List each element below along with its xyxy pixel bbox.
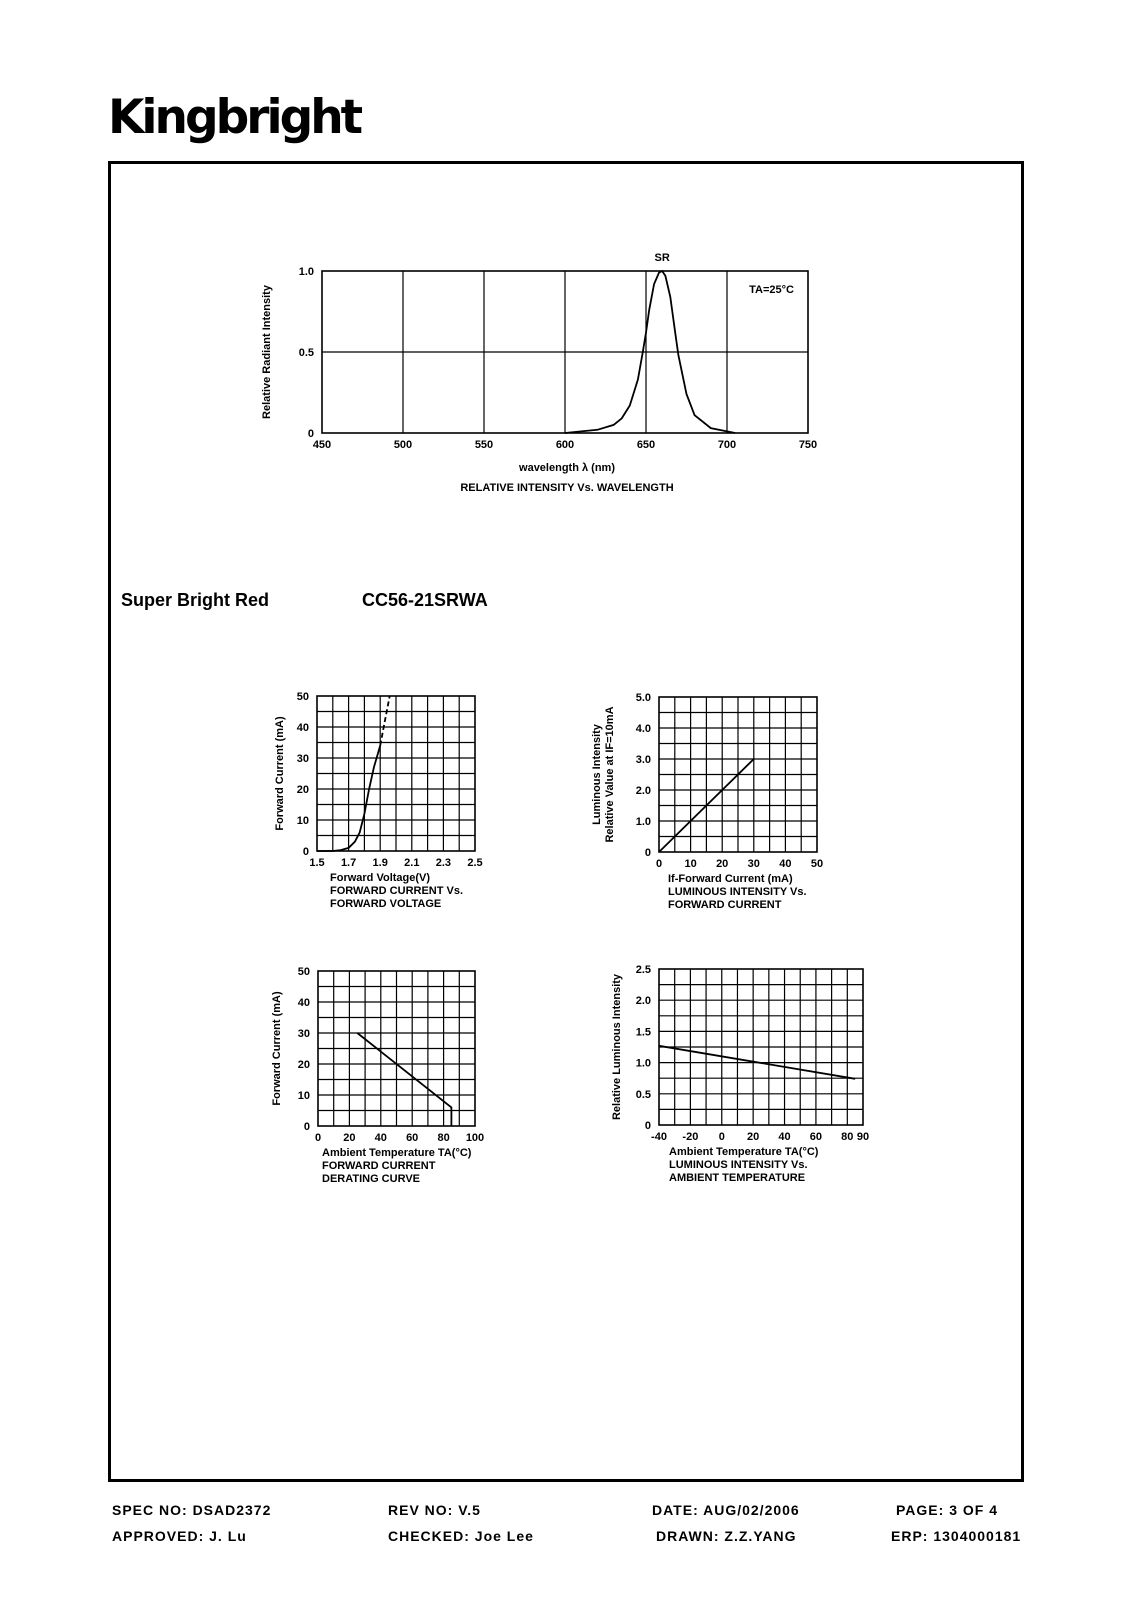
iv-chart-title: FORWARD CURRENT Vs. FORWARD VOLTAGE	[330, 885, 464, 910]
spectrum-x-tick-label: 750	[798, 439, 818, 451]
temp-x-tick-label: 90	[856, 1131, 870, 1143]
temp-x-tick-label: 20	[747, 1131, 760, 1143]
temp-x-tick-label: 80	[841, 1131, 854, 1143]
iv-x-tick-label: 1.5	[309, 857, 325, 869]
iv-y-tick-label: 30	[296, 753, 309, 765]
iv-lum-y-tick-label: 5.0	[635, 692, 651, 704]
spectrum-series-annotation: SR	[654, 252, 670, 264]
iv-lum-x-tick-label: 0	[655, 858, 663, 870]
iv-lum-y-axis-label: Luminous Intensity	[591, 724, 603, 825]
derating-chart	[271, 966, 484, 1185]
iv-x-tick-label: 1.7	[340, 857, 357, 869]
temp-y-tick-label: 1.0	[635, 1057, 651, 1070]
spectrum-temperature-annotation: TA=25°C	[749, 284, 794, 296]
iv-lum-y-axis-label-2: Relative Value at IF=10mA	[604, 706, 616, 843]
iv-x-axis-label: Forward Voltage(V)	[330, 872, 431, 884]
temp-y-tick-label: 2.0	[635, 995, 651, 1008]
derating-x-tick-label: 80	[437, 1132, 450, 1144]
derating-x-tick-label: 100	[465, 1132, 485, 1144]
iv-y-tick-label: 0	[302, 846, 309, 858]
spectrum-y-tick-label: 0	[307, 428, 314, 440]
footer-page: PAGE: 3 OF 4	[896, 1502, 998, 1518]
footer-drawn: DRAWN: Z.Z.YANG	[656, 1528, 797, 1544]
spectrum-y-tick-label: 0.5	[298, 347, 314, 359]
iv-x-tick-label: 1.9	[372, 857, 388, 869]
product-color-name: Super Bright Red	[121, 590, 270, 610]
temp-y-axis-label: Relative Luminous Intensity	[611, 973, 623, 1121]
kingbright-logo: Kingbright	[108, 90, 361, 145]
iv-lum-chart-title: LUMINOUS INTENSITY Vs. FORWARD CURRENT	[668, 886, 807, 911]
iv-lum-x-tick-label: 40	[779, 858, 792, 870]
derating-y-tick-label: 40	[297, 997, 310, 1009]
iv-lum-x-axis-label: If-Forward Current (mA)	[668, 873, 793, 885]
spectrum-x-tick-label: 650	[636, 439, 656, 451]
spectrum-y-tick-label: 1.0	[298, 266, 314, 278]
spectrum-y-axis-label: Relative Radiant Intensity	[261, 285, 273, 419]
footer-checked: CHECKED: Joe Lee	[388, 1528, 534, 1544]
footer-rev-no: REV NO: V.5	[388, 1502, 481, 1518]
temp-y-tick-label: 0	[644, 1120, 651, 1132]
spectrum-chart	[261, 252, 817, 494]
spectrum-x-tick-label: 450	[312, 439, 332, 451]
temp-x-tick-label: 40	[778, 1131, 791, 1143]
iv-x-tick-label: 2.1	[404, 857, 420, 869]
iv-lum-x-tick-label: 20	[716, 858, 729, 870]
derating-x-tick-label: 60	[406, 1132, 419, 1144]
derating-chart-title: FORWARD CURRENT DERATING CURVE	[322, 1160, 436, 1185]
temp-x-tick-label: -40	[651, 1131, 667, 1143]
temp-chart	[611, 964, 869, 1184]
product-part-number: CC56-21SRWA	[362, 590, 488, 610]
iv-lum-y-tick-label: 4.0	[635, 723, 651, 735]
temp-y-tick-label: 2.5	[635, 964, 651, 976]
temp-y-tick-label: 1.5	[635, 1026, 651, 1039]
temp-x-tick-label: 60	[809, 1131, 823, 1143]
footer-erp: ERP: 1304000181	[891, 1528, 1022, 1544]
iv-x-tick-label: 2.5	[467, 857, 483, 869]
iv-lum-y-tick-label: 0	[644, 847, 651, 859]
spectrum-x-tick-label: 600	[555, 439, 575, 451]
footer-spec-no: SPEC NO: DSAD2372	[112, 1502, 272, 1518]
spectrum-chart-title: RELATIVE INTENSITY Vs. WAVELENGTH	[460, 482, 674, 494]
derating-x-tick-label: 20	[343, 1132, 356, 1144]
footer-date: DATE: AUG/02/2006	[652, 1502, 800, 1518]
derating-y-tick-label: 10	[297, 1090, 310, 1102]
iv-y-tick-label: 40	[296, 722, 309, 734]
iv-chart	[274, 691, 483, 910]
spectrum-x-axis-label: wavelength λ (nm)	[519, 462, 615, 474]
derating-x-axis-label: Ambient Temperature TA(°C)	[322, 1147, 472, 1159]
derating-x-tick-label: 0	[314, 1132, 322, 1144]
temp-x-tick-label: -20	[682, 1131, 699, 1143]
iv-lum-x-tick-label: 10	[684, 858, 697, 870]
temp-chart-title: LUMINOUS INTENSITY Vs. AMBIENT TEMPERATURE	[669, 1159, 808, 1184]
derating-x-tick-label: 40	[374, 1132, 387, 1144]
iv-y-tick-label: 50	[296, 691, 309, 703]
iv-y-tick-label: 20	[296, 784, 309, 796]
iv-y-tick-label: 10	[296, 815, 309, 827]
derating-y-axis-label: Forward Current (mA)	[271, 991, 283, 1106]
iv-lum-x-tick-label: 30	[747, 858, 760, 870]
derating-y-tick-label: 20	[297, 1059, 310, 1071]
iv-x-tick-label: 2.3	[435, 857, 452, 869]
iv-lum-chart	[591, 692, 823, 911]
temp-y-tick-label: 0.5	[635, 1088, 651, 1101]
iv-y-axis-label: Forward Current (mA)	[274, 716, 286, 831]
derating-y-tick-label: 50	[297, 966, 310, 978]
footer-approved: APPROVED: J. Lu	[112, 1528, 247, 1544]
temp-x-tick-label: 0	[718, 1131, 725, 1143]
spectrum-x-tick-label: 550	[474, 439, 494, 451]
derating-y-tick-label: 0	[303, 1121, 310, 1133]
iv-lum-y-tick-label: 2.0	[635, 785, 651, 797]
temp-x-axis-label: Ambient Temperature TA(°C)	[669, 1146, 819, 1158]
iv-lum-y-tick-label: 3.0	[635, 754, 651, 766]
spectrum-x-tick-label: 700	[717, 439, 737, 451]
iv-lum-x-tick-label: 50	[810, 858, 824, 870]
iv-lum-y-tick-label: 1.0	[635, 816, 651, 828]
derating-y-tick-label: 30	[297, 1028, 310, 1040]
iv-series-line	[380, 696, 390, 746]
spectrum-x-tick-label: 500	[393, 439, 413, 451]
